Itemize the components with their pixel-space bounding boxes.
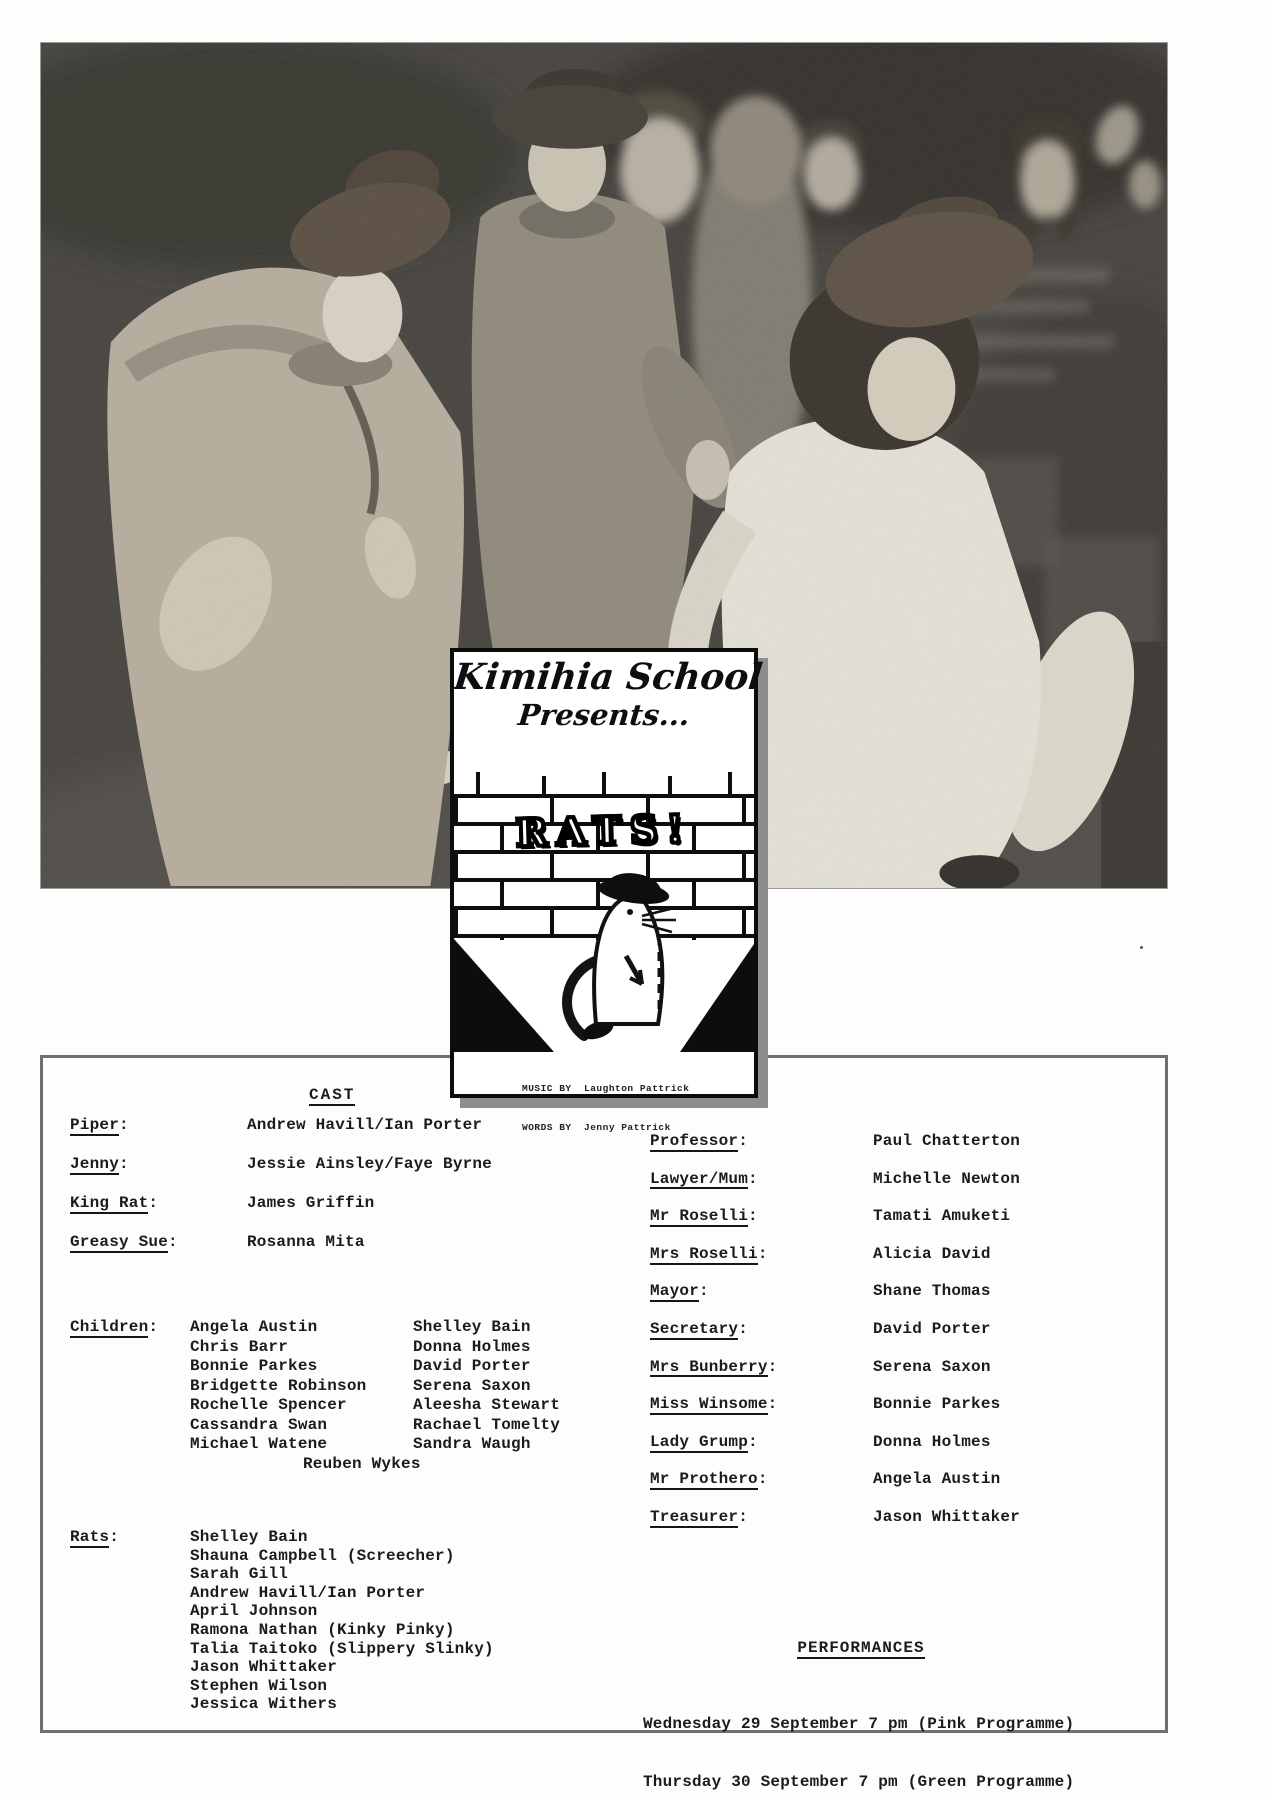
child-name: Sandra Waugh	[413, 1435, 531, 1453]
actor-name: Shane Thomas	[873, 1282, 991, 1301]
actor-name: David Porter	[873, 1319, 991, 1338]
music-credits	[522, 1056, 689, 1160]
principals-right	[650, 1132, 1021, 1546]
actor-name: Michelle Newton	[873, 1169, 1021, 1188]
performances-section	[643, 1639, 1079, 1800]
actor-name: Andrew Havill/Ian Porter	[247, 1116, 483, 1134]
rat-name: Sarah Gill	[190, 1565, 289, 1584]
rat-name: Talia Taitoko (Slippery Slinky)	[190, 1639, 494, 1658]
performances-heading	[643, 1639, 1079, 1659]
rat-name: Jason Whittaker	[190, 1658, 338, 1677]
cast-row	[650, 1319, 991, 1358]
actor-name: Angela Austin	[873, 1470, 1001, 1489]
role-name: Lady Grump	[650, 1432, 749, 1451]
role-name: Greasy Sue	[70, 1233, 169, 1251]
cast-row	[650, 1432, 991, 1471]
role-name: Mr Roselli	[650, 1207, 749, 1226]
rat-name: Stephen Wilson	[190, 1676, 328, 1695]
actor-name: Alicia David	[873, 1244, 991, 1263]
cast-row	[70, 1116, 483, 1155]
cast-heading-text: CAST	[309, 1086, 356, 1104]
cast-row	[650, 1169, 1021, 1208]
cast-row	[650, 1244, 991, 1283]
child-name: Donna Holmes	[413, 1337, 531, 1356]
rat-character-illustration	[546, 864, 696, 1044]
child-name: Michael Watene	[190, 1435, 328, 1453]
child-name: Angela Austin	[190, 1318, 318, 1336]
cast-row	[650, 1207, 1011, 1245]
actor-name: Paul Chatterton	[873, 1132, 1021, 1150]
child-name: David Porter	[413, 1357, 531, 1375]
cast-heading	[309, 1086, 355, 1106]
child-name-centered: Reuben Wykes	[303, 1455, 421, 1473]
rat-name: April Johnson	[190, 1602, 318, 1621]
child-name: Shelley Bain	[413, 1318, 531, 1336]
actor-name: Serena Saxon	[873, 1357, 991, 1376]
cast-row	[650, 1470, 1001, 1508]
child-name: Aleesha Stewart	[413, 1396, 561, 1414]
performance-line: Wednesday 29 September 7 pm (Pink Programme)	[643, 1714, 1075, 1733]
actor-name: James Griffin	[247, 1194, 375, 1212]
cast-row	[70, 1194, 375, 1233]
cast-row	[650, 1507, 1021, 1546]
performance-line: Thursday 30 September 7 pm (Green Programme)	[643, 1773, 1075, 1792]
child-name: Cassandra Swan	[190, 1415, 328, 1434]
role-name: Mr Prothero	[650, 1470, 758, 1489]
actor-name: Donna Holmes	[873, 1432, 991, 1451]
actor-name: Jason Whittaker	[873, 1507, 1021, 1526]
child-name: Rochelle Spencer	[190, 1396, 347, 1414]
rat-name: Ramona Nathan (Kinky Pinky)	[190, 1620, 455, 1639]
role-name: King Rat	[70, 1194, 149, 1212]
rat-name: Andrew Havill/Ian Porter	[190, 1583, 426, 1602]
role-name: Jenny	[70, 1155, 120, 1173]
role-name: Mrs Bunberry	[650, 1357, 768, 1376]
actor-name: Jessie Ainsley/Faye Byrne	[247, 1155, 493, 1173]
words-credit-line: WORDS BY Jenny Pattrick	[522, 1122, 671, 1133]
role-name: Mayor	[650, 1282, 700, 1301]
children-label: Children	[70, 1318, 149, 1336]
rat-name: Jessica Withers	[190, 1695, 338, 1714]
presents-subtitle: Presents...	[516, 698, 692, 732]
actor-name: Rosanna Mita	[247, 1233, 365, 1251]
actor-name: Bonnie Parkes	[873, 1395, 1001, 1414]
role-name: Miss Winsome	[650, 1395, 768, 1414]
rats-names	[190, 1528, 494, 1714]
children-column-2	[413, 1318, 560, 1455]
child-name: Bonnie Parkes	[190, 1357, 318, 1375]
child-name: Rachael Tomelty	[413, 1415, 561, 1434]
child-name: Bridgette Robinson	[190, 1376, 367, 1395]
role-name: Professor	[650, 1132, 739, 1150]
cast-row	[650, 1395, 1001, 1433]
cast-row	[650, 1282, 991, 1320]
spotlight-shadow-left	[454, 939, 554, 1052]
role-name: Secretary	[650, 1319, 739, 1338]
rat-name: Shelley Bain	[190, 1528, 308, 1546]
school-title: Kimihia School	[451, 656, 765, 698]
role-name: Lawyer/Mum	[650, 1169, 749, 1188]
poster-box	[450, 648, 765, 1133]
child-name: Chris Barr	[190, 1337, 289, 1356]
children-column-1	[190, 1318, 366, 1455]
rats-logo: RATS!	[515, 805, 693, 856]
performances-heading-text: PERFORMANCES	[797, 1639, 925, 1657]
cast-row	[650, 1357, 991, 1396]
principals-left	[70, 1116, 493, 1272]
role-name: Piper	[70, 1116, 120, 1134]
role-name: Mrs Roselli	[650, 1244, 758, 1263]
rats-label: Rats	[70, 1528, 110, 1546]
cast-row	[70, 1155, 493, 1194]
cast-row	[70, 1233, 365, 1272]
role-name: Treasurer	[650, 1507, 739, 1526]
actor-name: Tamati Amuketi	[873, 1207, 1011, 1226]
rat-name: Shauna Campbell (Screecher)	[190, 1546, 455, 1565]
performance-dates	[643, 1676, 1079, 1800]
music-credit-line: MUSIC BY Laughton Pattrick	[522, 1083, 690, 1094]
scan-speck	[1140, 946, 1143, 949]
child-name: Serena Saxon	[413, 1376, 531, 1395]
